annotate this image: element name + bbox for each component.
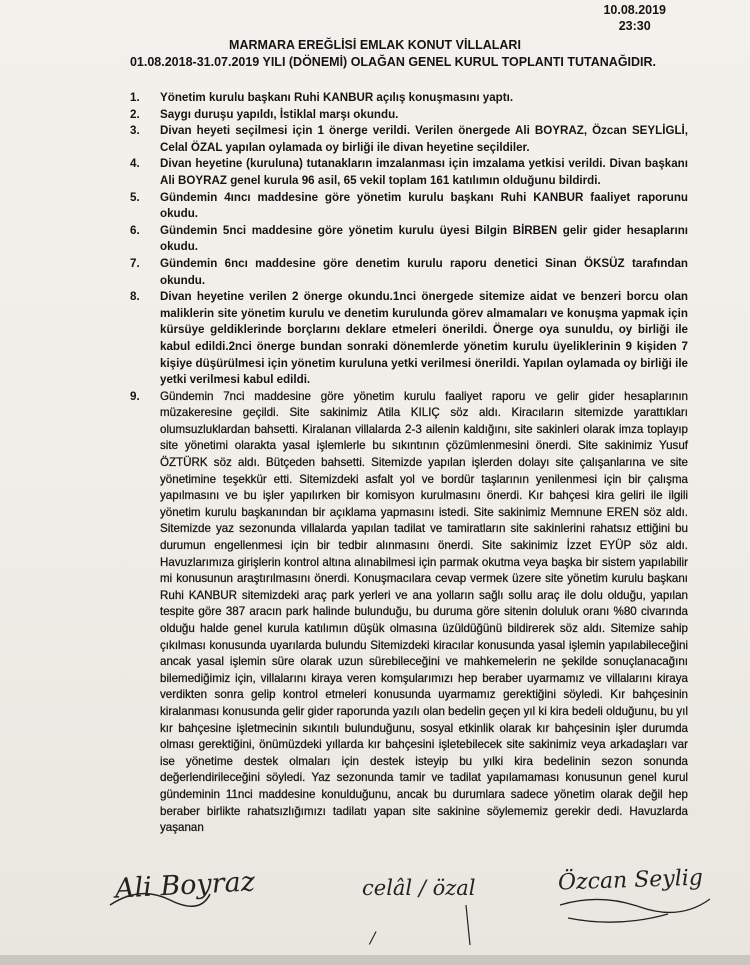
date: 10.08.2019 <box>603 3 666 17</box>
item-number: 3. <box>130 124 140 138</box>
signature-ozcan-seylig: Özcan Seylig <box>557 865 704 896</box>
item-number: 1. <box>130 91 140 104</box>
signature-stroke <box>466 905 470 945</box>
item-text: Gündemin 4ıncı maddesine göre yönetim kurulu başkanı Ruhi KANBUR faaliyet raporunu okudu. <box>160 190 688 221</box>
signature-celal-ozal: celâl / özal <box>362 876 476 900</box>
item-number: 8. <box>130 290 140 304</box>
title-line-1: MARMARA EREĞLİSİ EMLAK KONUT VİLLALARI <box>229 38 521 52</box>
item-text: Saygı duruşu yapıldı, İstiklal marşı okundu. <box>160 107 399 121</box>
item-text: Gündemin 6ncı maddesine göre denetim kurulu raporu denetici Sinan ÖKSÜZ tarafından okundu. <box>160 256 688 287</box>
signature-ali-boyraz: Ali Boyraz <box>114 866 256 905</box>
item-number: 4. <box>130 157 140 171</box>
signature-mark: / <box>370 928 376 947</box>
item-text: Divan heyeti seçilmesi için 1 önerge verildi. Verilen önergede Ali BOYRAZ, Özcan SEYLİGLİ, Celal ÖZAL yapılan oylamada oy birliği ile divan heyetine seçildiler. <box>160 124 688 154</box>
title-line-2: 01.08.2018-31.07.2019 YILI (DÖNEMİ) OLAĞAN GENEL KURUL TOPLANTI TUTANAĞIDIR. <box>129 55 657 69</box>
item-text: Divan heyetine (kuruluna) tutanakların imzalanması için imzalama yetkisi verildi. Divan başkanı Ali BOYRAZ genel kurula 96 asil, 65 vekil toplam 161 katılımın olduğunu bildirdi. <box>160 157 688 187</box>
item-text: Gündemin 5nci maddesine göre yönetim kurulu üyesi Bilgin BİRBEN gelir gider hesaplarını okudu. <box>160 223 688 254</box>
signature-stroke <box>568 914 668 922</box>
time: 23:30 <box>618 19 651 33</box>
item-text: Divan heyetine verilen 2 önerge okundu.1nci önergede sitemize aidat ve benzeri borcu olan maliklerin site yönetim kurulu ve denetim kurulunda görev almamaları ve konuşma yapmak için kürsüye geldiklerinde borçlarını deklare etmeleri önerildi. Önerge oya sunuldu, oy birliği ile kabul edildi.2nci önerge bundan sonraki dönemlerde yönetim kurulu üyeliklerinin 9 kişiden 7 kişiye düşürülmesi için yönetim kuruluna yetki verilmesi önerildi. Yapılan oylamada oy birliği ile yetki verilmesi kabul edildi. <box>160 290 688 387</box>
signature-stroke <box>560 899 710 912</box>
item-number: 5. <box>130 190 140 204</box>
item-number: 7. <box>130 256 140 270</box>
page-edge <box>0 955 750 965</box>
item-text: Yönetim kurulu başkanı Ruhi KANBUR açılış konuşmasını yaptı. <box>160 91 514 104</box>
item-number: 6. <box>130 223 140 237</box>
item-number: 2. <box>130 107 140 121</box>
item-text: Gündemin 7nci maddesine göre yönetim kurulu faaliyet raporu ve gelir gider hesaplarının müzakeresine geçildi. Site sakinimiz Atila KILIÇ söz aldı. Kiracıların sitemizde yarattıkları olumsuzluklardan bahsetti. Kiralanan villalarda 2-3 ailenin kaldığını, site sakinleri olarak imza toplayıp site yönetimi olarakta yasal işlemlerle bu sıkıntının çözümlenmesini önerdi. Site sakinimiz Yusuf ÖZTÜRK söz aldı. Bütçeden bahsetti. Sitemizde yapılan işlerden dolayı site çalışanlarına ve site yönetimine teşekkür etti. Sitemizdeki asfalt yol ve bordür taşlarının yenilenmesi için bir çalışma yapılmasını ve bu işler yapılırken bir komisyon kurulmasını önerdi. Kır bahçesi kira geliri ile ilgili yönetim kurulu başkanından bir açıklama yapmasını istedi. Site sakinimiz Memnune EREN söz aldı. Sitemizde yaz sezonunda villalarda yapılan tadilat ve tamiratların site sakinlerini rahatsız ettiğini bu durumun engellenmesi için bir tedbir alınmasını önerdi. Site sakinimiz İzzet EYÜP söz aldı. Havuzlarımıza girişlerin kontrol altına alınabilmesi için parmak okutma veya başka bir sistem yapılabilir mi konusunun araştırılmasını önerdi. Konuşmacılara cevap vermek üzere site yönetim kurulu başkanı Ruhi KANBUR sitemizdeki araç park yerleri ve ana yolların sağlı sollu araç ile dolu olduğu, yapılan tespite göre 387 aracın park halinde bulunduğu, bu duruma göre sitenin doluluk oranı %80 civarında olduğu halde genel kurula katılımın düşük olmasına üzüldüğünü bildirerek söz aldı. Sitemize sahip çıkılması konusunda uyarılarda bulundu Sitemizdeki kiracılar konusunda yasal işlemin yapılabileceğini ancak yasal işlemin süre olarak uzun sürebileceğini ve mahkemelerin ne şekilde sonuçlanacağını bilemediğimiz için, villalarını kiraya veren komşularımızı hep beraber uyarmamız ve villalarını kiraya verdikten sonra gelip kontrol etmeleri konusunda uyarmamız gerektiğini söyledi. Kır bahçesinin kiralanması konusunda gelir gider raporunda yazılı olan bedelin geçen yıl ki kira bedeli olduğunu, bu yıl kır bahçesine işletmecinin sıkıntılı bulunduğunu, sosyal etkinlik olarak kır bahçesinin işler durumda olması gerektiğini, önümüzdeki yıllarda kır bahçesini işletebilecek site sakinimiz veya arkadaşları var ise yönetime destek olmaları için destek isteyip bu yılki kira bedelinin sezon sonunda değerlendirileceğini söyledi. Yaz sezonunda tamir ve tadilat yapılamaması konusunun genel kurul gündeminin 11nci maddesine konulduğunu, ancak bu durumlara sadece yönetim olarak değil hep beraber birlikte rahatsızlığımızı tadilatı yapan site sakinine söylememiz gerekir dedi. Havuzlarda yaşanan <box>160 389 688 835</box>
item-number: 9. <box>130 389 140 403</box>
